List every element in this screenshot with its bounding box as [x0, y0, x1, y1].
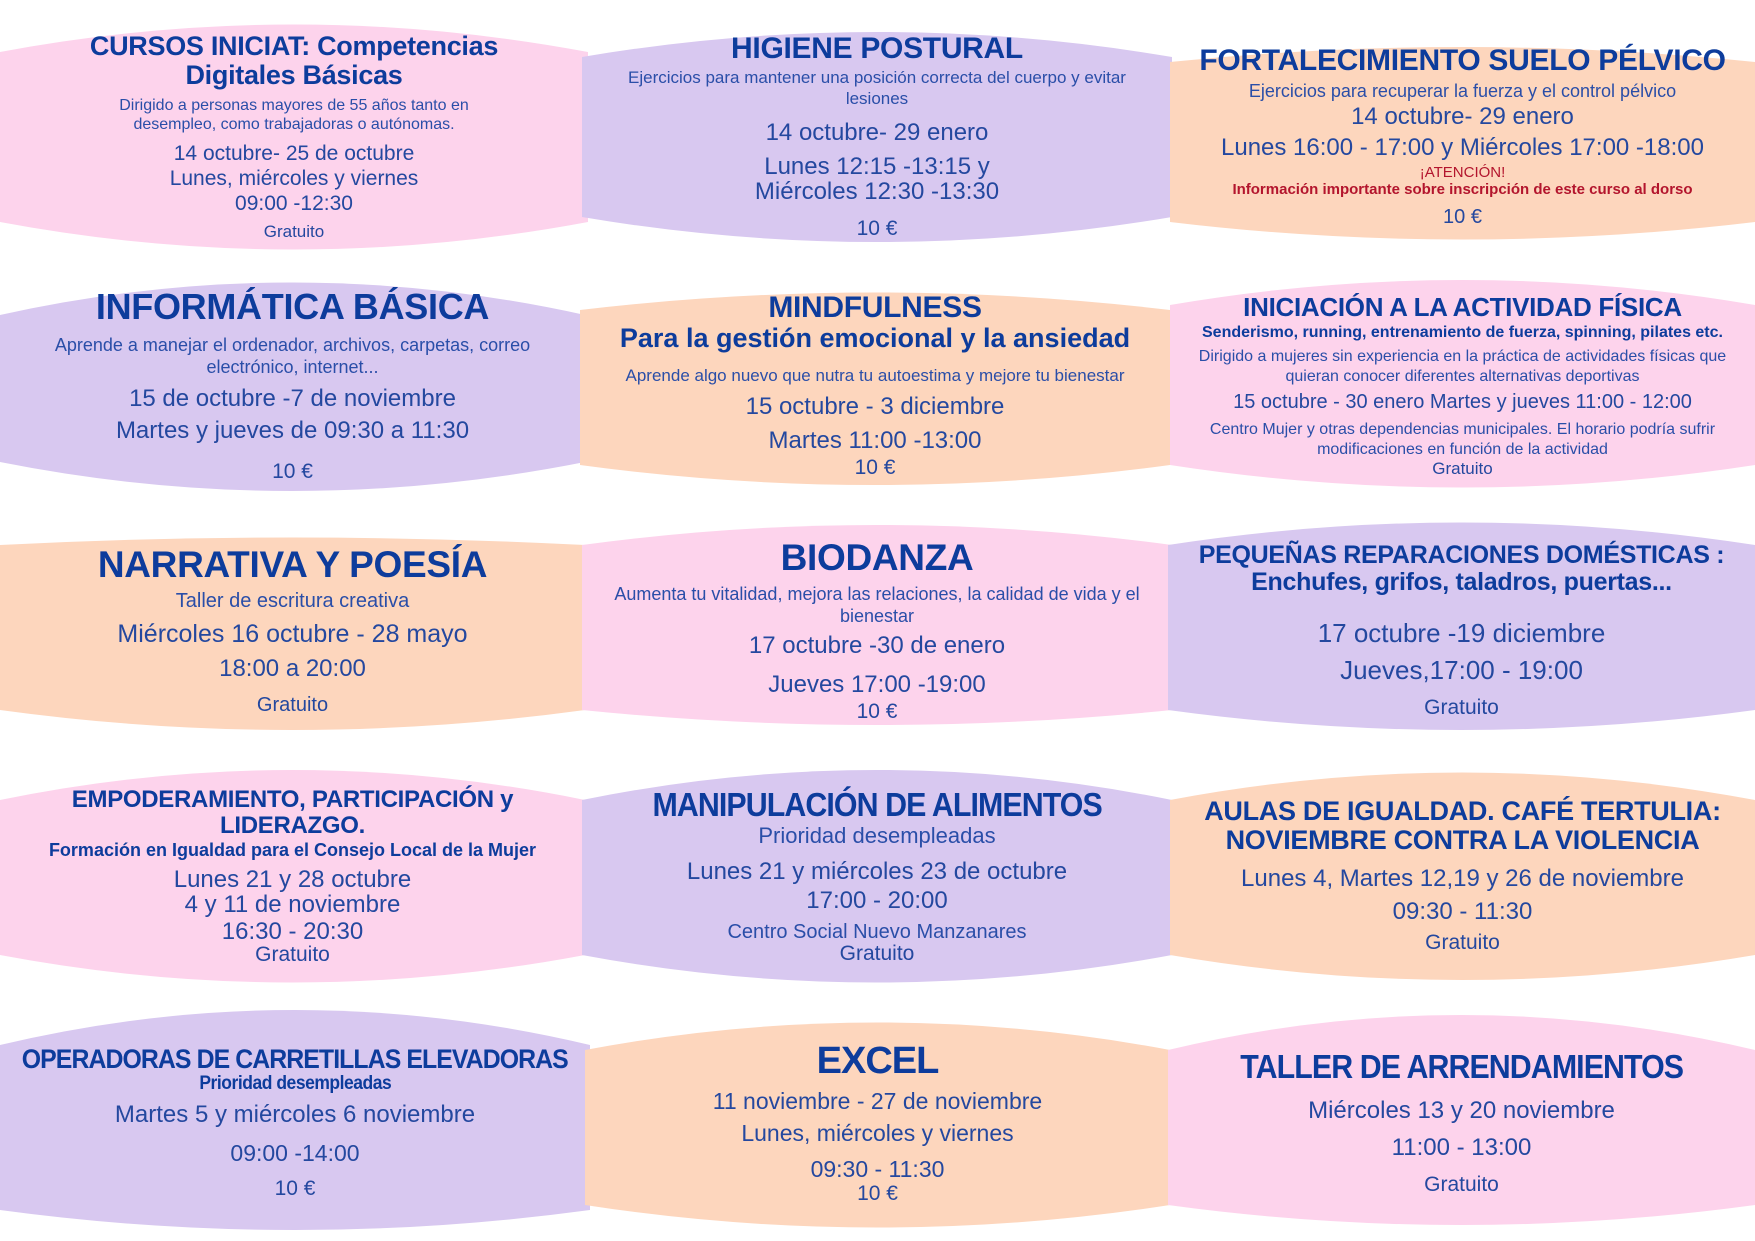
course-price: Gratuito [1425, 930, 1500, 954]
course-price: Gratuito [1432, 459, 1493, 479]
course-schedule: 09:30 - 11:30 [1392, 898, 1533, 926]
course-title: PEQUEÑAS REPARACIONES DOMÉSTICAS : Enchufes, grifos, taladros, puertas... [1198, 540, 1725, 596]
course-dates: 14 octubre- 25 de octubre [173, 141, 415, 165]
course-price: Gratuito [839, 941, 915, 965]
course-dates: Lunes 21 y miércoles 23 de octubre [686, 857, 1068, 885]
course-schedule: 16:30 - 20:30 [221, 917, 364, 945]
course-schedule: 09:00 -12:30 [235, 192, 353, 216]
course-price: Gratuito [1424, 1172, 1499, 1196]
course-title: INFORMÁTICA BÁSICA [95, 285, 490, 327]
course-card-aulas-igualdad [1170, 760, 1755, 992]
course-title: TALLER DE ARRENDAMIENTOS [1240, 1048, 1683, 1086]
course-card-actividad-fisica [1170, 270, 1755, 502]
course-schedule-monday: Lunes 12:15 -13:15 y [764, 153, 990, 181]
course-price: Gratuito [1424, 696, 1499, 720]
course-card-higiene-postural [582, 22, 1172, 252]
course-description: Prioridad desempleadas [758, 823, 996, 849]
course-schedule: 18:00 a 20:00 [219, 655, 366, 683]
course-dates: Lunes 21 y 28 octubre [173, 865, 412, 893]
course-dates: 15 octubre - 30 enero Martes y jueves 11:00 - 12:00 [1233, 391, 1692, 414]
course-card-informatica-basica [0, 270, 585, 502]
course-description: Dirigido a mujeres sin experiencia en la práctica de actividades físicas que quieran conocer diferentes alternativas deportivas [1198, 348, 1727, 385]
course-subtitle: Formación en Igualdad para el Consejo Local de la Mujer [48, 839, 537, 860]
course-schedule: 11:00 - 13:00 [1391, 1133, 1532, 1161]
course-title: EMPODERAMIENTO, PARTICIPACIÓN y LIDERAZGO. [71, 785, 514, 839]
course-description: Aumenta tu vitalidad, mejora las relaciones, la calidad de vida y el bienestar [614, 584, 1140, 627]
course-dates: 17 octubre -30 de enero [748, 632, 1006, 660]
course-price: Gratuito [263, 222, 325, 242]
course-card-mindfulness [580, 270, 1170, 502]
course-schedule: Jueves 17:00 -19:00 [768, 670, 986, 698]
course-schedule: Martes y jueves de 09:30 a 11:30 [115, 417, 470, 445]
course-card-suelo-pelvico [1170, 22, 1755, 252]
course-description: Aprende a manejar el ordenador, archivos, carpetas, correo electrónico, internet... [54, 334, 531, 377]
course-title: CURSOS INICIAT: Competencias Digitales Básicas [89, 30, 499, 90]
course-card-arrendamientos [1168, 1005, 1755, 1241]
course-schedule: Jueves,17:00 - 19:00 [1340, 655, 1583, 685]
course-dates: Miércoles 16 octubre - 28 mayo [117, 620, 468, 649]
course-dates: 17 octubre -19 diciembre [1317, 617, 1606, 648]
course-schedule: Martes 11:00 -13:00 [768, 427, 982, 455]
course-card-empoderamiento [0, 760, 585, 992]
course-schedule: Lunes 16:00 - 17:00 y Miércoles 17:00 -18:00 [1221, 133, 1704, 161]
course-card-narrativa-poesia [0, 515, 585, 747]
course-schedule: 09:00 -14:00 [230, 1139, 360, 1166]
course-card-carretillas [0, 1005, 590, 1241]
course-price: 10 € [1443, 206, 1482, 229]
course-subtitle: Prioridad desempleadas [199, 1072, 391, 1094]
course-price: 10 € [272, 460, 313, 484]
attention-notice: ¡ATENCIÓN! [1419, 164, 1506, 182]
course-title: BIODANZA [780, 537, 974, 579]
course-dates: Lunes 4, Martes 12,19 y 26 de noviembre [1241, 865, 1684, 893]
course-dates: 15 de octubre -7 de noviembre [129, 384, 456, 412]
course-title: AULAS DE IGUALDAD. CAFÉ TERTULIA: NOVIEMBRE CONTRA LA VIOLENCIA [1204, 796, 1721, 856]
course-dates: 14 octubre- 29 enero [1351, 102, 1574, 130]
course-price: Gratuito [256, 694, 329, 717]
course-description: Ejercicios para mantener una posición correcta del cuerpo y evitar lesiones [628, 67, 1126, 108]
course-card-iniciat [0, 22, 588, 252]
course-dates-november: 4 y 11 de noviembre [184, 890, 401, 918]
course-description: Aprende algo nuevo que nutra tu autoestima y mejore tu bienestar [625, 365, 1125, 385]
course-schedule-wednesday: Miércoles 12:30 -13:30 [754, 178, 1000, 206]
course-title: NARRATIVA Y POESÍA [97, 543, 488, 585]
course-description: Ejercicios para recuperar la fuerza y el control pélvico [1248, 80, 1677, 101]
course-dates: 15 octubre - 3 diciembre [745, 392, 1005, 420]
course-title: MANIPULACIÓN DE ALIMENTOS [652, 786, 1102, 824]
course-price: 10 € [854, 456, 896, 480]
course-location: Centro Social Nuevo Manzanares [727, 920, 1027, 943]
course-dates: Martes 5 y miércoles 6 noviembre [114, 1100, 476, 1128]
course-card-biodanza [582, 515, 1172, 747]
course-description: Taller de escritura creativa [175, 589, 410, 612]
course-schedule: 09:30 - 11:30 [810, 1156, 945, 1183]
course-days: Lunes, miércoles y viernes [169, 167, 419, 191]
course-price: Gratuito [255, 943, 330, 967]
course-title: EXCEL [816, 1040, 939, 1083]
course-price: 10 € [856, 216, 898, 240]
course-dates: 14 octubre- 29 enero [765, 119, 989, 147]
course-card-excel [585, 1005, 1170, 1241]
attention-notice-detail: Información importante sobre inscripción de este curso al dorso [1232, 181, 1693, 199]
course-subtitle: Senderismo, running, entrenamiento de fuerza, spinning, pilates etc. [1202, 323, 1723, 341]
course-description: Dirigido a personas mayores de 55 años tanto en desempleo, como trabajadoras o autónomas. [119, 96, 469, 134]
course-title: MINDFULNESS [768, 290, 982, 324]
course-dates: Miércoles 13 y 20 noviembre [1308, 1097, 1615, 1125]
course-price: 10 € [856, 699, 898, 723]
course-title: OPERADORAS DE CARRETILLAS ELEVADORAS [21, 1043, 569, 1074]
course-price: 10 € [274, 1177, 316, 1201]
course-subtitle: Para la gestión emocional y la ansiedad [619, 323, 1131, 354]
course-schedule: 17:00 - 20:00 [806, 886, 948, 914]
course-days: Lunes, miércoles y viernes [741, 1119, 1014, 1146]
course-title: HIGIENE POSTURAL [731, 32, 1023, 66]
course-title: INICIACIÓN A LA ACTIVIDAD FÍSICA [1243, 291, 1682, 322]
course-location-note: Centro Mujer y otras dependencias municipales. El horario podría sufrir modificaciones en función de la actividad [1209, 421, 1716, 458]
course-price: 10 € [857, 1181, 898, 1205]
course-card-reparaciones [1168, 515, 1755, 747]
course-card-manipulacion-alimentos [582, 760, 1172, 992]
course-title: FORTALECIMIENTO SUELO PÉLVICO [1199, 43, 1726, 77]
course-dates: 11 noviembre - 27 de noviembre [712, 1088, 1043, 1115]
